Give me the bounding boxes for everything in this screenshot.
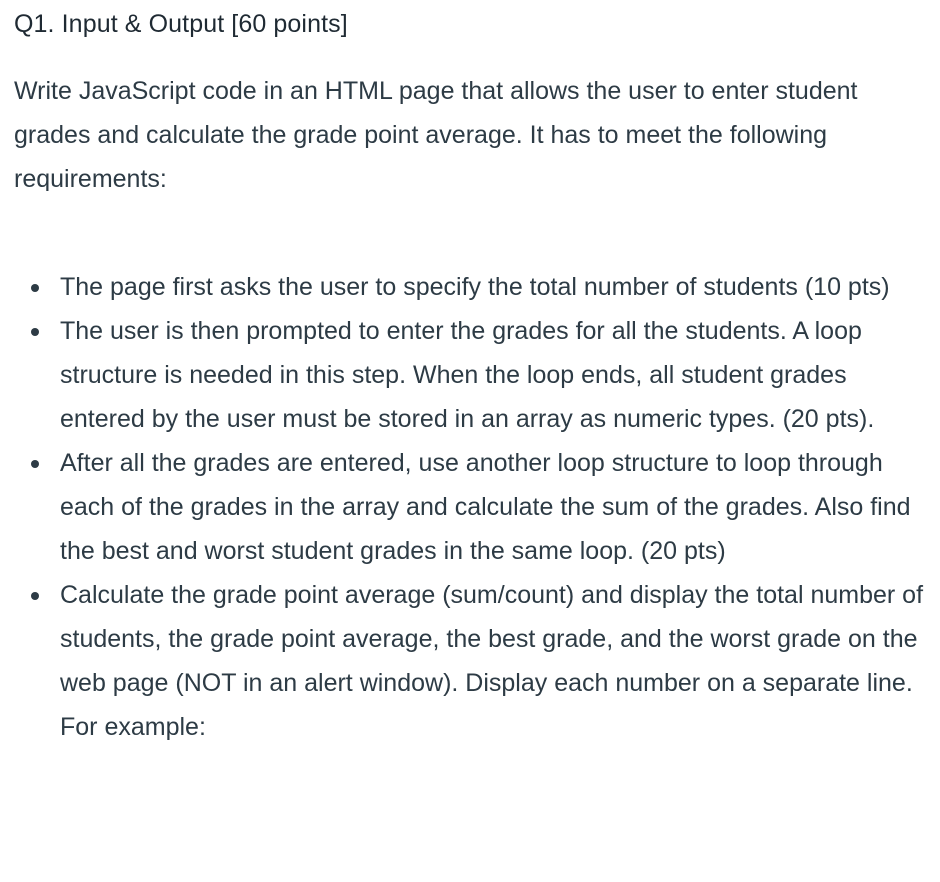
bullet-icon	[31, 592, 39, 600]
requirement-text: After all the grades are entered, use another loop structure to loop through each of the grades in the array and calculate the sum of the grades. Also find the best and worst student grades in the same loop. (20 pts)	[60, 449, 911, 565]
requirement-text: Calculate the grade point average (sum/count) and display the total number of students, the grade point average, the best grade, and the worst grade on the web page (NOT in an alert window). Display each number on a separate line. For example:	[60, 581, 924, 741]
question-title: Q1. Input & Output [60 points]	[14, 10, 348, 38]
requirement-text: The page first asks the user to specify the total number of students (10 pts)	[60, 273, 890, 301]
requirement-item-4	[0, 573, 940, 749]
intro-text: Write JavaScript code in an HTML page that allows the user to enter student grades and calculate the grade point average. It has to meet the following requirements:	[14, 77, 858, 191]
bullet-icon	[31, 328, 39, 336]
bullet-icon	[31, 460, 39, 468]
requirement-item-1	[0, 265, 940, 309]
bullet-icon	[31, 284, 39, 292]
requirement-item-3	[0, 441, 940, 573]
intro-text-clip	[14, 69, 924, 191]
requirement-item-2	[0, 309, 940, 441]
requirements-list	[0, 265, 940, 749]
intro-paragraph	[14, 69, 924, 191]
requirement-text: The user is then prompted to enter the grades for all the students. A loop structure is needed in this step. When the loop ends, all student grades entered by the user must be stored in an array as numeric types. (20 pts).	[60, 317, 875, 433]
